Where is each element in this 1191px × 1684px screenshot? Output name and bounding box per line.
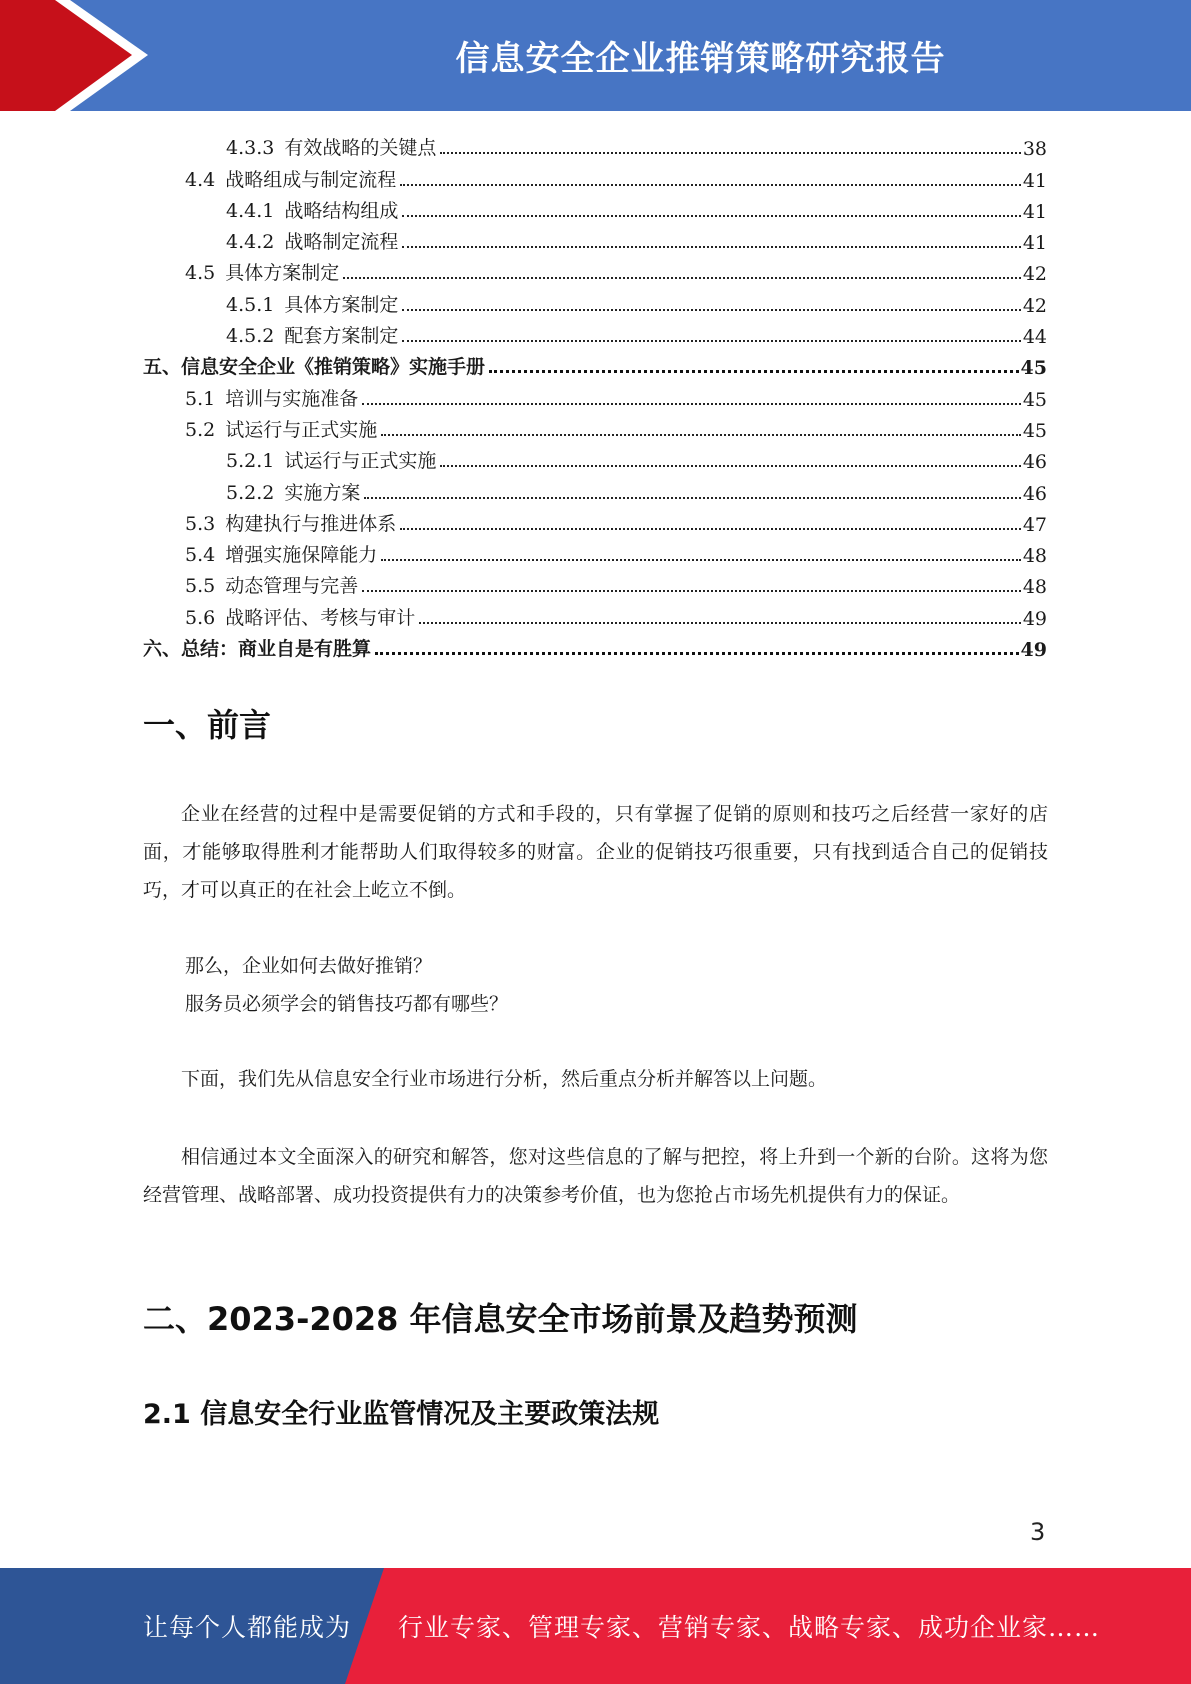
toc-entry[interactable]	[143, 411, 1047, 442]
toc-entry-text: 战略结构组成	[284, 199, 399, 222]
toc-entry-number: 5.6	[185, 606, 216, 629]
toc-entry[interactable]	[143, 567, 1047, 598]
toc-entry-page: 41	[1022, 232, 1047, 255]
toc-entry[interactable]	[143, 285, 1047, 316]
toc-entry-number: 4.4.1	[226, 199, 275, 222]
toc-entry-number: 4.3.3	[226, 137, 275, 160]
toc-entry-text: 试运行与正式实施	[225, 418, 378, 441]
toc-entry-number: 4.4	[185, 168, 216, 191]
toc-entry-number: 5.4	[185, 544, 216, 567]
toc-entry-label	[185, 571, 358, 598]
toc-entry-label	[143, 352, 485, 379]
toc-dot-leader	[440, 152, 1020, 154]
toc-entry-page: 47	[1022, 513, 1047, 536]
section-heading-market-outlook: 二、2023-2028 年信息安全市场前景及趋势预测	[143, 1300, 858, 1338]
toc-entry[interactable]	[143, 442, 1047, 473]
toc-dot-leader	[400, 184, 1021, 186]
toc-entry-text: 战略制定流程	[284, 231, 399, 254]
toc-entry[interactable]	[143, 192, 1047, 223]
toc-entry-text: 构建执行与推进体系	[225, 512, 397, 535]
toc-entry[interactable]	[143, 160, 1047, 191]
toc-entry-number: 五、	[143, 356, 182, 379]
toc-dot-leader	[440, 465, 1020, 467]
toc-dot-leader	[381, 559, 1021, 561]
toc-entry[interactable]	[143, 348, 1047, 379]
toc-entry-page: 48	[1022, 545, 1047, 568]
toc-dot-leader	[362, 403, 1021, 405]
preface-paragraph-3: 相信通过本文全面深入的研究和解答，您对这些信息的了解与把控，将上升到一个新的台阶。这将为您经营管理、战略部署、成功投资提供有力的决策参考价值，也为您抢占市场先机提供有力的保证。	[143, 1146, 1048, 1206]
toc-entry-text: 战略评估、考核与审计	[225, 606, 416, 629]
toc-entry-text: 具体方案制定	[284, 293, 399, 316]
toc-entry-label	[226, 227, 398, 254]
toc-entry-number: 六、	[143, 638, 182, 661]
page-number: 3	[1030, 1518, 1046, 1546]
preface-question-2: 服务员必须学会的销售技巧都有哪些？	[185, 993, 509, 1015]
toc-entry-number: 4.4.2	[226, 231, 275, 254]
toc-dot-leader	[364, 497, 1020, 499]
toc-dot-leader	[362, 590, 1021, 592]
toc-entry-page: 38	[1022, 138, 1047, 161]
toc-entry-number: 4.5.1	[226, 293, 275, 316]
toc-entry-text: 实施方案	[284, 481, 361, 504]
toc-dot-leader	[381, 434, 1021, 436]
subsection-heading-regulation: 2.1 信息安全行业监管情况及主要政策法规	[143, 1399, 660, 1430]
toc-entry-number: 5.2.2	[226, 481, 275, 504]
toc-entry-label	[185, 415, 377, 442]
toc-entry-page: 46	[1022, 482, 1047, 505]
toc-dot-leader	[343, 277, 1021, 279]
toc-entry[interactable]	[143, 598, 1047, 629]
toc-entry[interactable]	[143, 223, 1047, 254]
toc-entry-page: 45	[1022, 419, 1047, 442]
preface-question-1: 那么，企业如何去做好推销？	[185, 955, 433, 977]
toc-entry[interactable]	[143, 254, 1047, 285]
toc-dot-leader	[402, 246, 1020, 248]
toc-entry-label	[185, 384, 358, 411]
toc-entry[interactable]	[143, 317, 1047, 348]
toc-entry[interactable]	[143, 129, 1047, 160]
toc-entry[interactable]	[143, 473, 1047, 504]
toc-entry-number: 5.1	[185, 387, 216, 410]
toc-entry-page: 49	[1020, 639, 1047, 662]
toc-entry-number: 5.2	[185, 418, 216, 441]
toc-entry[interactable]	[143, 536, 1047, 567]
toc-entry-text: 配套方案制定	[284, 325, 399, 348]
toc-entry-number: 4.5.2	[226, 325, 275, 348]
toc-entry-number: 5.5	[185, 575, 216, 598]
toc-entry-page: 42	[1022, 263, 1047, 286]
toc-dot-leader	[419, 622, 1021, 624]
toc-entry-number: 4.5	[185, 262, 216, 285]
toc-entry-page: 44	[1022, 326, 1047, 349]
toc-entry-label	[143, 634, 371, 661]
toc-entry-page: 45	[1022, 388, 1047, 411]
toc-entry[interactable]	[143, 505, 1047, 536]
footer-slogan-left: 让每个人都能成为	[143, 1613, 352, 1642]
toc-entry-label	[226, 196, 398, 223]
toc-entry-label	[185, 540, 377, 567]
toc-entry[interactable]	[143, 630, 1047, 661]
toc-entry-label	[226, 478, 360, 505]
toc-dot-leader	[375, 652, 1019, 655]
toc-entry-page: 45	[1020, 357, 1047, 380]
preface-paragraph-2: 下面，我们先从信息安全行业市场进行分析，然后重点分析并解答以上问题。	[181, 1068, 828, 1090]
toc-entry-page: 41	[1022, 169, 1047, 192]
footer-slogan-right: 行业专家、管理专家、营销专家、战略专家、成功企业家……	[398, 1613, 1101, 1642]
toc-entry-text: 试运行与正式实施	[284, 450, 437, 473]
toc-entry-page: 41	[1022, 200, 1047, 223]
section-heading-preface: 一、前言	[143, 706, 272, 744]
toc-entry-label	[226, 321, 398, 348]
toc-entry[interactable]	[143, 379, 1047, 410]
toc-entry-page: 46	[1022, 451, 1047, 474]
table-of-contents	[143, 129, 1047, 661]
toc-entry-page: 49	[1022, 607, 1047, 630]
toc-entry-text: 增强实施保障能力	[225, 544, 378, 567]
toc-entry-label	[226, 446, 436, 473]
toc-dot-leader	[489, 370, 1019, 373]
toc-entry-text: 动态管理与完善	[225, 575, 359, 598]
toc-entry-text: 培训与实施准备	[225, 387, 359, 410]
toc-entry-text: 总结：商业自是有胜算	[181, 638, 372, 661]
toc-entry-text: 具体方案制定	[225, 262, 340, 285]
toc-entry-label	[185, 509, 396, 536]
header-chevron-decoration	[0, 0, 160, 111]
toc-entry-page: 42	[1022, 294, 1047, 317]
toc-dot-leader	[402, 309, 1020, 311]
preface-paragraph-1: 企业在经营的过程中是需要促销的方式和手段的，只有掌握了促销的原则和技巧之后经营一家好的店面，才能够取得胜利才能帮助人们取得较多的财富。企业的促销技巧很重要，只有找到适合自己的促销技巧，才可以真正的在社会上屹立不倒。	[143, 803, 1048, 901]
toc-entry-page: 48	[1022, 576, 1047, 599]
page-footer	[0, 1568, 1191, 1684]
toc-entry-text: 信息安全企业《推销策略》实施手册	[181, 356, 486, 379]
toc-dot-leader	[402, 340, 1020, 342]
toc-dot-leader	[402, 215, 1020, 217]
toc-entry-label	[226, 290, 398, 317]
toc-entry-label	[226, 133, 436, 160]
toc-entry-number: 5.2.1	[226, 450, 275, 473]
toc-entry-text: 战略组成与制定流程	[225, 168, 397, 191]
toc-entry-number: 5.3	[185, 512, 216, 535]
page-header	[0, 0, 1191, 111]
toc-entry-label	[185, 258, 339, 285]
toc-dot-leader	[400, 528, 1021, 530]
toc-entry-label	[185, 603, 415, 630]
toc-entry-label	[185, 165, 396, 192]
toc-entry-text: 有效战略的关键点	[284, 137, 437, 160]
header-title: 信息安全企业推销策略研究报告	[455, 39, 946, 79]
